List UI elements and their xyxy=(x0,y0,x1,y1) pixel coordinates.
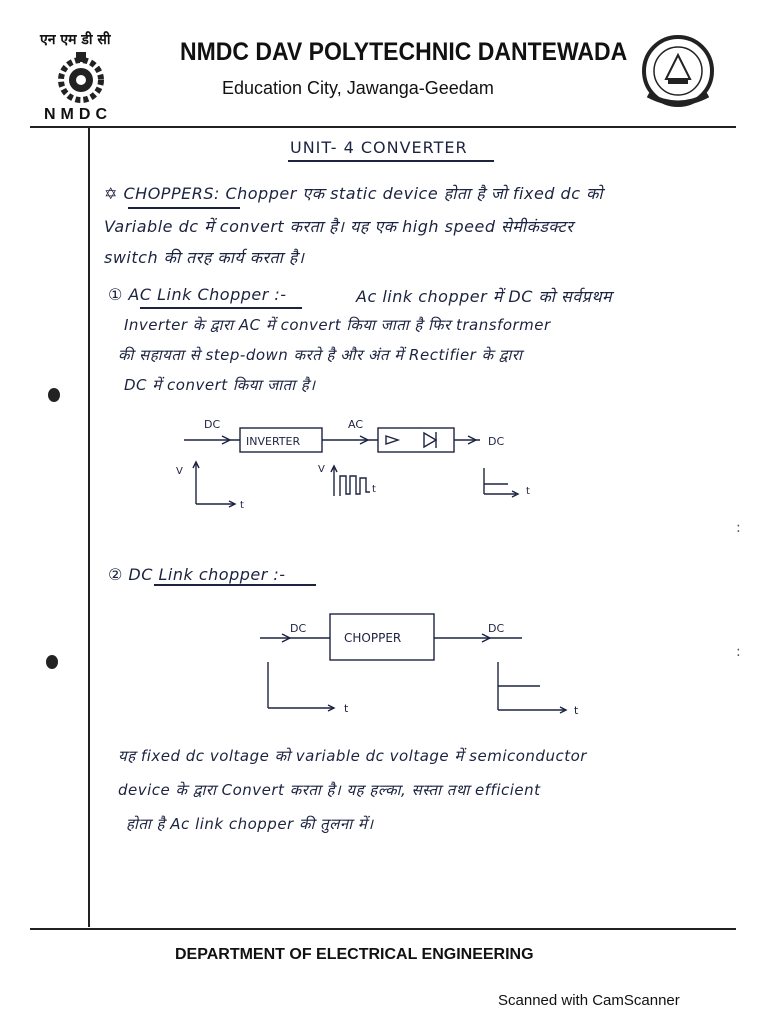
nmdc-logo-text: NMDC xyxy=(44,106,112,123)
ac-link-line-1: Ac link chopper में DC को सर्वप्रथम xyxy=(356,287,613,306)
ac-diag-ac: AC xyxy=(348,418,364,431)
dc-link-line-3: होता है Ac link chopper की तुलना में। xyxy=(126,815,374,833)
dc-diag-t1: t xyxy=(344,702,349,715)
ac-link-line-3: की सहायता से step-down करते है और अंत में Rectifier के द्वारा xyxy=(118,346,523,364)
institution-name: NMDC DAV POLYTECHNIC DANTEWADA xyxy=(180,38,628,66)
choppers-line-1: ✡ CHOPPERS: Chopper एक static device होता है जो fixed dc को xyxy=(104,184,604,203)
dc-diag-chopper: CHOPPER xyxy=(344,631,402,645)
ac-diag-dc-out: DC xyxy=(488,435,505,448)
dc-link-line-2: device के द्वारा Convert करता है। यह हल्का, सस्ता तथा efficient xyxy=(118,781,541,799)
hindi-org-name: एन एम डी सी xyxy=(40,32,111,48)
dc-diag-dc-out: DC xyxy=(488,622,505,635)
ac-link-line-2: Inverter के द्वारा AC में convert किया जाता है फिर transformer xyxy=(124,316,551,334)
dc-link-heading: ② DC Link chopper :- xyxy=(108,565,286,584)
ac-diag-inverter: INVERTER xyxy=(246,435,301,448)
margin-mark: : xyxy=(736,644,741,660)
punch-hole-bottom xyxy=(46,655,58,669)
punch-hole-top xyxy=(48,388,60,402)
ac-link-line-4: DC में convert किया जाता है। xyxy=(124,376,316,394)
ac-diag-t2: t xyxy=(372,484,376,495)
ac-diag-v1: V xyxy=(176,466,183,477)
dc-diag-dc-in: DC xyxy=(290,622,307,635)
ac-diag-dc-in: DC xyxy=(204,418,221,431)
institution-subtitle: Education City, Jawanga-Geedam xyxy=(222,78,494,98)
dc-link-line-1: यह fixed dc voltage को variable dc voltage में semiconductor xyxy=(118,747,587,765)
ac-diag-t3: t xyxy=(526,486,530,497)
dc-diag-t2: t xyxy=(574,704,579,717)
ac-diag-v2: V xyxy=(318,464,325,475)
department-name: DEPARTMENT OF ELECTRICAL ENGINEERING xyxy=(175,946,534,963)
choppers-line-3: switch की तरह कार्य करता है। xyxy=(104,248,305,267)
scanner-watermark: Scanned with CamScanner xyxy=(498,992,680,1009)
ac-diag-t1: t xyxy=(240,500,244,511)
choppers-line-2: Variable dc में convert करता है। यह एक high speed सेमीकंडक्टर xyxy=(104,217,574,236)
margin-mark: : xyxy=(736,520,741,536)
footer-divider xyxy=(30,928,736,930)
unit-title: UNIT- 4 CONVERTER xyxy=(290,138,468,157)
ac-link-heading: ① AC Link Chopper :- xyxy=(108,285,287,304)
